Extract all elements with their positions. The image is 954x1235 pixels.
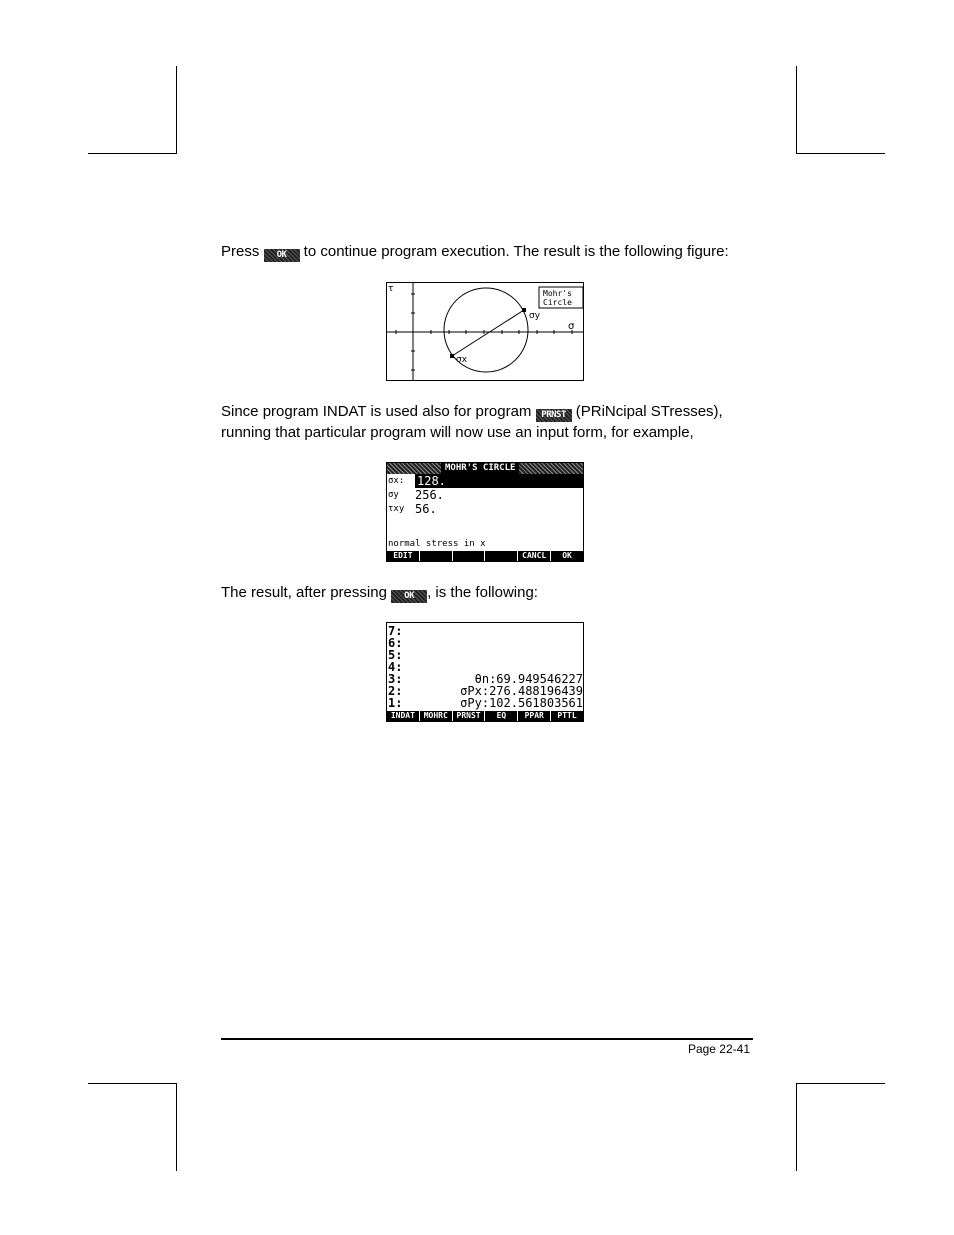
ppar-softkey[interactable]: PPAR — [518, 711, 550, 721]
indat-softkey[interactable]: INDAT — [387, 711, 419, 721]
mohr-circle-plot — [386, 282, 584, 381]
stack-level-1 — [388, 697, 584, 709]
form-softkey-menu — [387, 551, 583, 561]
tau-axis-label: τ — [388, 284, 394, 294]
eq-softkey[interactable]: EQ — [485, 711, 517, 721]
stack-level-label: 5: — [388, 648, 403, 662]
paragraph-press-ok — [221, 241, 729, 262]
para2-line-1 — [221, 401, 723, 422]
crop-mark-bottom-left-horizontal — [88, 1083, 177, 1084]
stack-value: σPy:102.561803561 — [460, 696, 583, 710]
crop-mark-top-right-horizontal — [796, 153, 885, 154]
mohrc-softkey[interactable]: MOHRC — [420, 711, 452, 721]
sigma-y-label: σy — [529, 311, 541, 321]
blank-softkey-3[interactable] — [453, 551, 485, 561]
tau-xy-field[interactable]: 56. — [415, 502, 437, 516]
diameter-line — [452, 310, 524, 356]
form-label-sigma-x: σx: — [388, 476, 405, 486]
ok-softkey-icon-2: OK — [391, 590, 427, 603]
legend-line-2: Circle — [543, 298, 572, 307]
form-row-tau-xy[interactable] — [387, 502, 583, 516]
crop-mark-top-right-vertical — [796, 66, 797, 154]
paragraph-result — [221, 582, 538, 603]
stack-level-label: 1: — [388, 696, 403, 710]
mohr-input-form-screen — [386, 462, 584, 562]
pttl-softkey[interactable]: PTTL — [551, 711, 583, 721]
stack-value: θn:69.949546227 — [474, 672, 583, 686]
prnst-softkey-icon: PRNST — [536, 409, 572, 422]
footer-rule — [221, 1038, 753, 1040]
para2-text-after: (PRiNcipal STresses), — [571, 403, 723, 420]
prnst-softkey[interactable]: PRNST — [453, 711, 485, 721]
form-row-sigma-x[interactable] — [387, 474, 583, 488]
ok-softkey-icon: OK — [264, 249, 300, 262]
crop-mark-top-left-vertical — [176, 66, 177, 154]
stack-level-label: 6: — [388, 636, 403, 650]
blank-softkey-4[interactable] — [485, 551, 517, 561]
stack-value: σPx:276.488196439 — [460, 684, 583, 698]
form-help-text: normal stress in x — [388, 539, 486, 549]
para1-text-before: Press — [221, 243, 264, 260]
point-sigma-x — [450, 354, 454, 358]
form-row-sigma-y[interactable] — [387, 488, 583, 502]
form-title: MOHR'S CIRCLE — [441, 463, 519, 474]
form-label-sigma-y: σy — [388, 490, 399, 500]
stack-result-screen — [386, 622, 584, 722]
blank-softkey-2[interactable] — [420, 551, 452, 561]
mohr-circle-plot-screen — [386, 282, 584, 381]
sigma-x-field[interactable]: 128. — [415, 474, 584, 488]
crop-mark-bottom-left-vertical — [176, 1083, 177, 1171]
para3-text-before: The result, after pressing — [221, 584, 392, 601]
crop-mark-top-left-horizontal — [88, 153, 177, 154]
para1-text-after: to continue program execution. The result is the following figure: — [299, 243, 729, 260]
cancel-softkey[interactable]: CANCL — [518, 551, 550, 561]
point-sigma-y — [522, 308, 526, 312]
stack-softkey-menu — [387, 711, 583, 721]
crop-mark-bottom-right-horizontal — [796, 1083, 885, 1084]
para2-line-2: running that particular program will now use an input form, for example, — [221, 424, 694, 441]
stack-level-label: 3: — [388, 672, 403, 686]
stack-level-label: 2: — [388, 684, 403, 698]
ok-softkey[interactable]: OK — [551, 551, 583, 561]
sigma-y-field[interactable]: 256. — [415, 488, 444, 502]
sigma-x-label: σx — [456, 355, 468, 365]
form-label-tau-xy: τxy — [388, 504, 405, 514]
para2-text-before: Since program INDAT is used also for program — [221, 403, 536, 420]
stack-level-label: 7: — [388, 624, 403, 638]
para3-text-after: , is the following: — [427, 584, 538, 601]
stack-level-label: 4: — [388, 660, 403, 674]
stack-level-6 — [388, 637, 584, 649]
form-title-bar — [387, 463, 583, 474]
sigma-axis-label: σ — [568, 321, 575, 332]
legend-line-1: Mohr's — [543, 289, 572, 298]
stack-level-7 — [388, 625, 584, 637]
paragraph-prnst — [221, 401, 723, 443]
crop-mark-bottom-right-vertical — [796, 1083, 797, 1171]
page-number: Page 22-41 — [687, 1042, 750, 1056]
stack-level-5 — [388, 649, 584, 661]
edit-softkey[interactable]: EDIT — [387, 551, 419, 561]
